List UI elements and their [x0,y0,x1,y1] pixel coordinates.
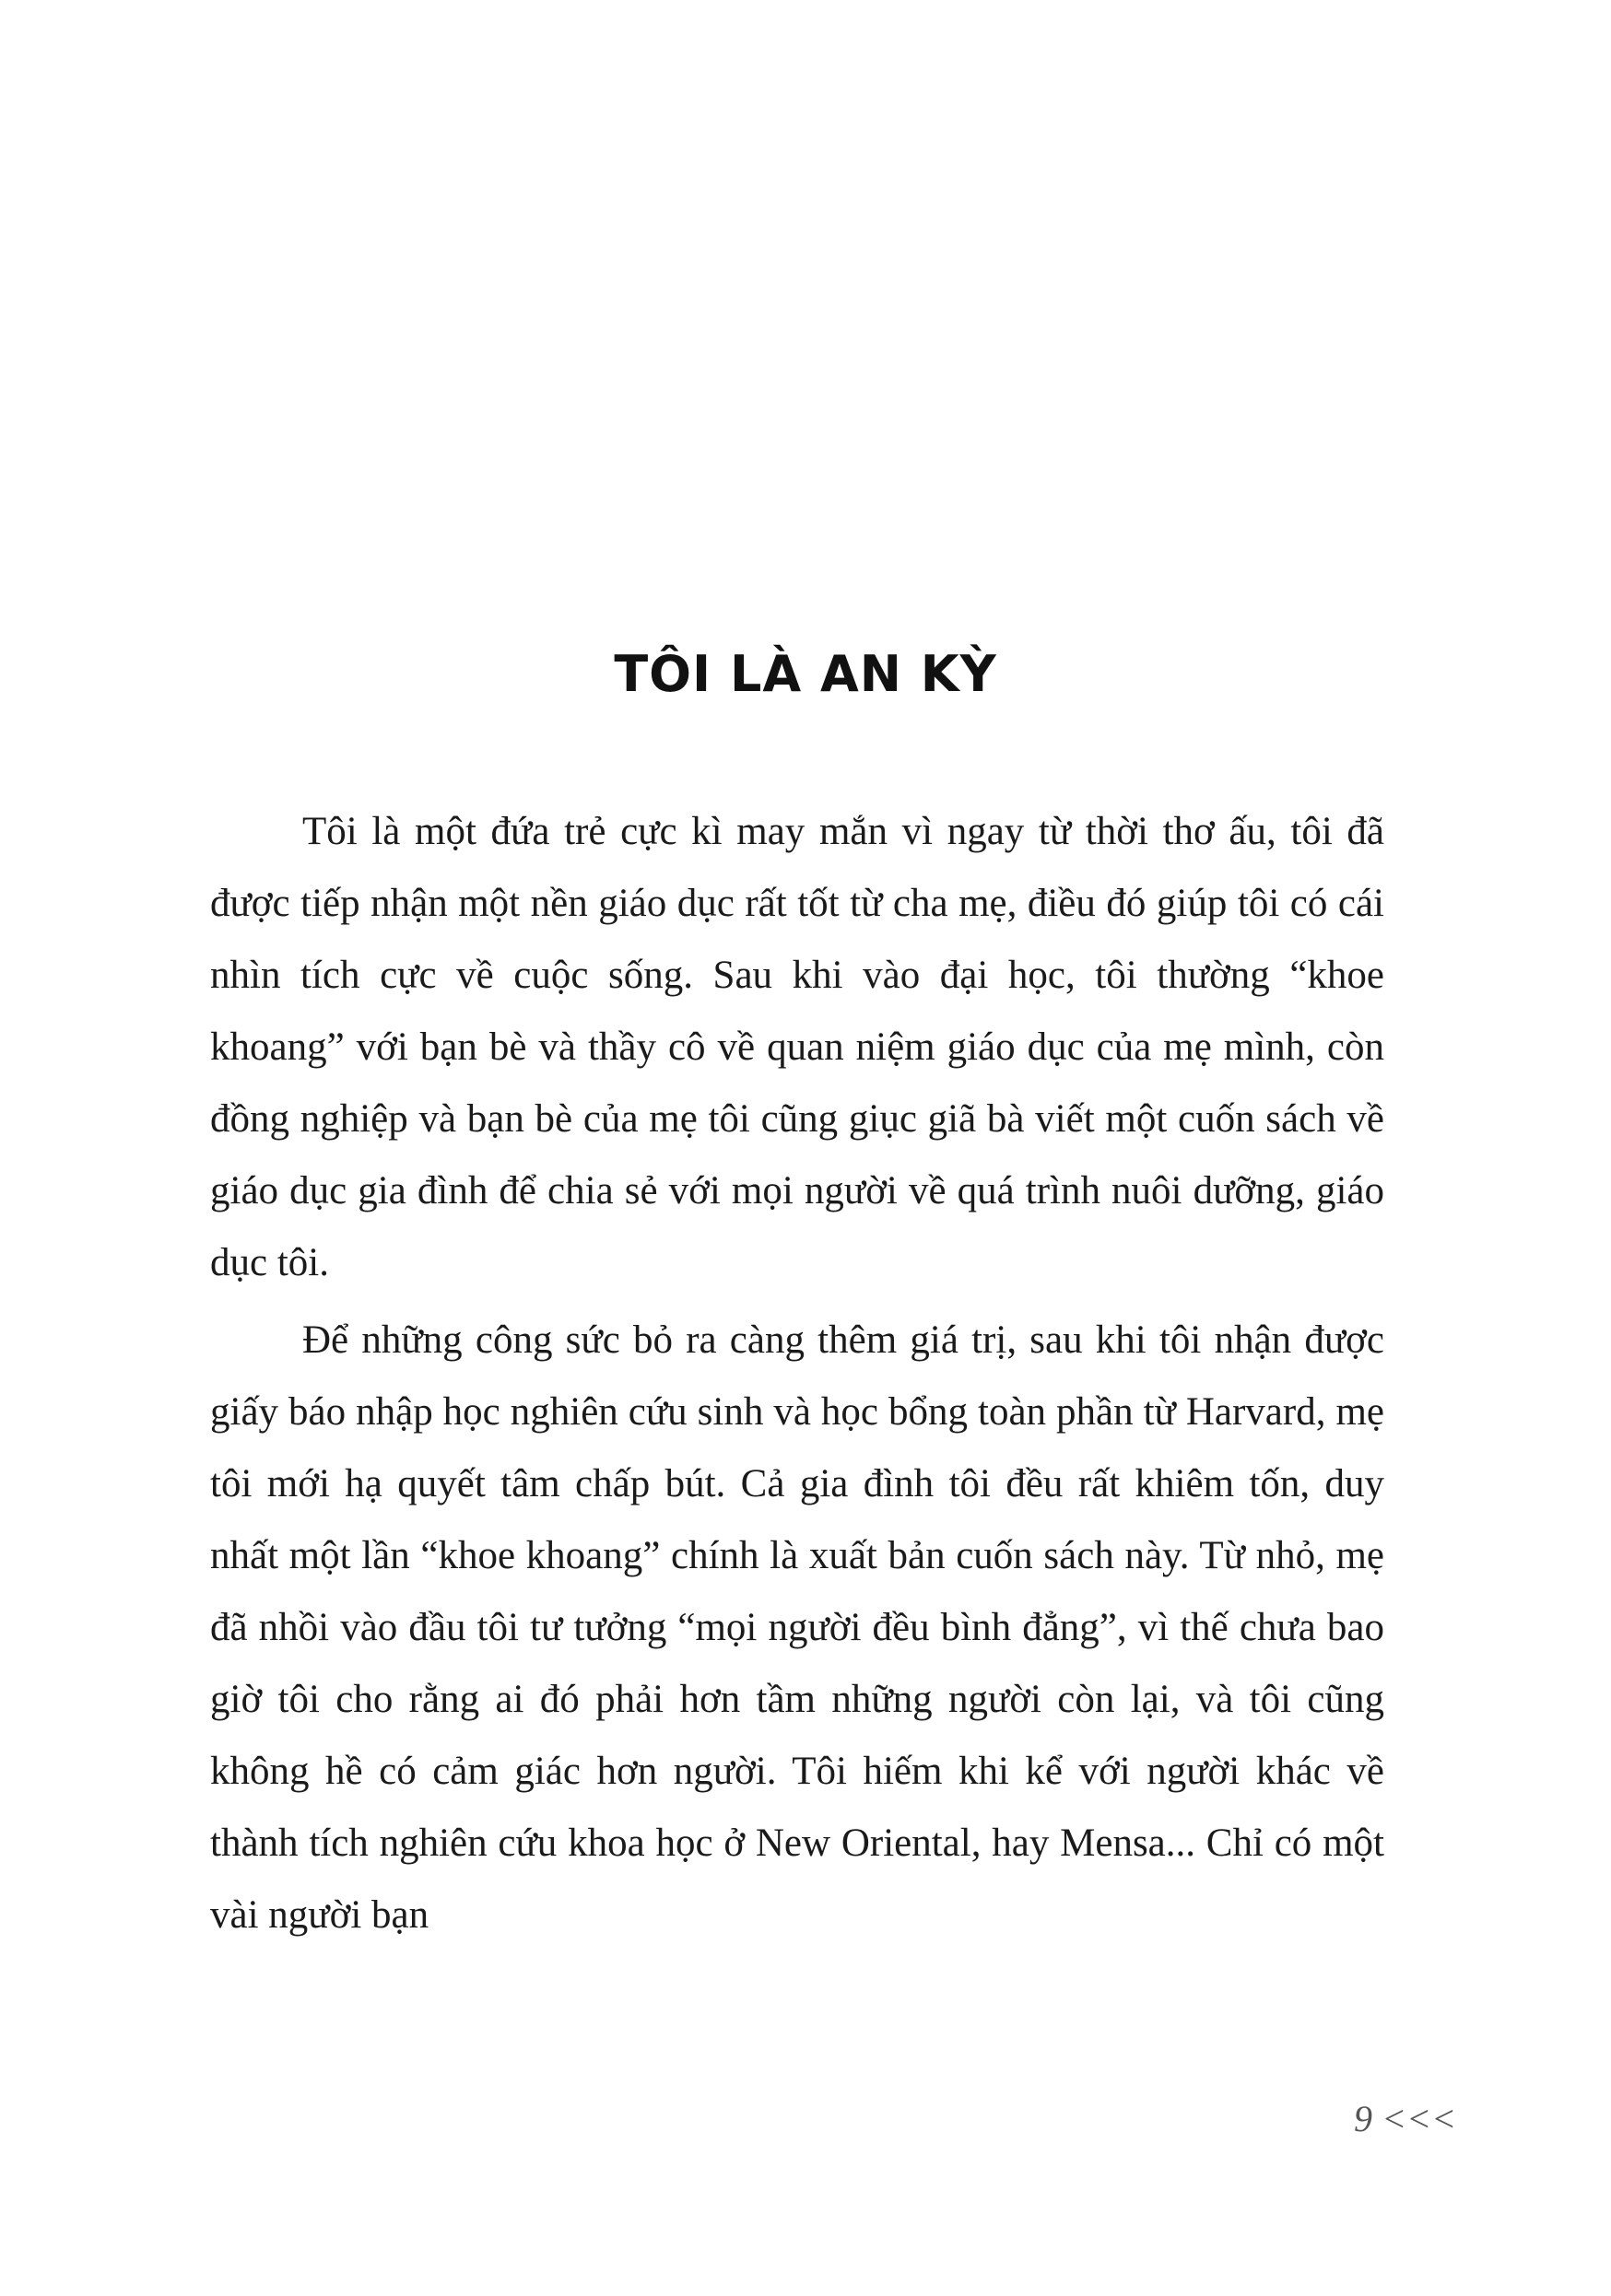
page-number: 9 <<< [1354,2098,1456,2139]
paragraph-1: Tôi là một đứa trẻ cực kì may mắn vì ngay từ thời thơ ấu, tôi đã được tiếp nhận một nền giáo dục rất tốt từ cha mẹ, điều đó giúp tôi có cái nhìn tích cực về cuộc sống. Sau khi vào đại học, tôi thường “khoe khoang” với bạn bè và thầy cô về quan niệm giáo dục của mẹ mình, còn đồng nghiệp và bạn bè của mẹ tôi cũng giục giã bà viết một cuốn sách về giáo dục gia đình để chia sẻ với mọi người về quá trình nuôi dưỡng, giáo dục tôi. [210,810,1384,1284]
paragraph-2: Để những công sức bỏ ra càng thêm giá trị, sau khi tôi nhận được giấy báo nhập học nghiên cứu sinh và học bổng toàn phần từ Harvard, mẹ tôi mới hạ quyết tâm chấp bút. Cả gia đình tôi đều rất khiêm tốn, duy nhất một lần “khoe khoang” chính là xuất bản cuốn sách này. Từ nhỏ, mẹ đã nhồi vào đầu tôi tư tưởng “mọi người đều bình đẳng”, vì thế chưa bao giờ tôi cho rằng ai đó phải hơn tầm những người còn lại, và tôi cũng không hề có cảm giác hơn người. Tôi hiếm khi kể với người khác về thành tích nghiên cứu khoa học ở New Oriental, hay Mensa... Chỉ có một vài người bạn [210,1318,1384,1937]
body-text [210,796,1384,1951]
chapter-title: TÔI LÀ AN KỲ [614,645,997,703]
